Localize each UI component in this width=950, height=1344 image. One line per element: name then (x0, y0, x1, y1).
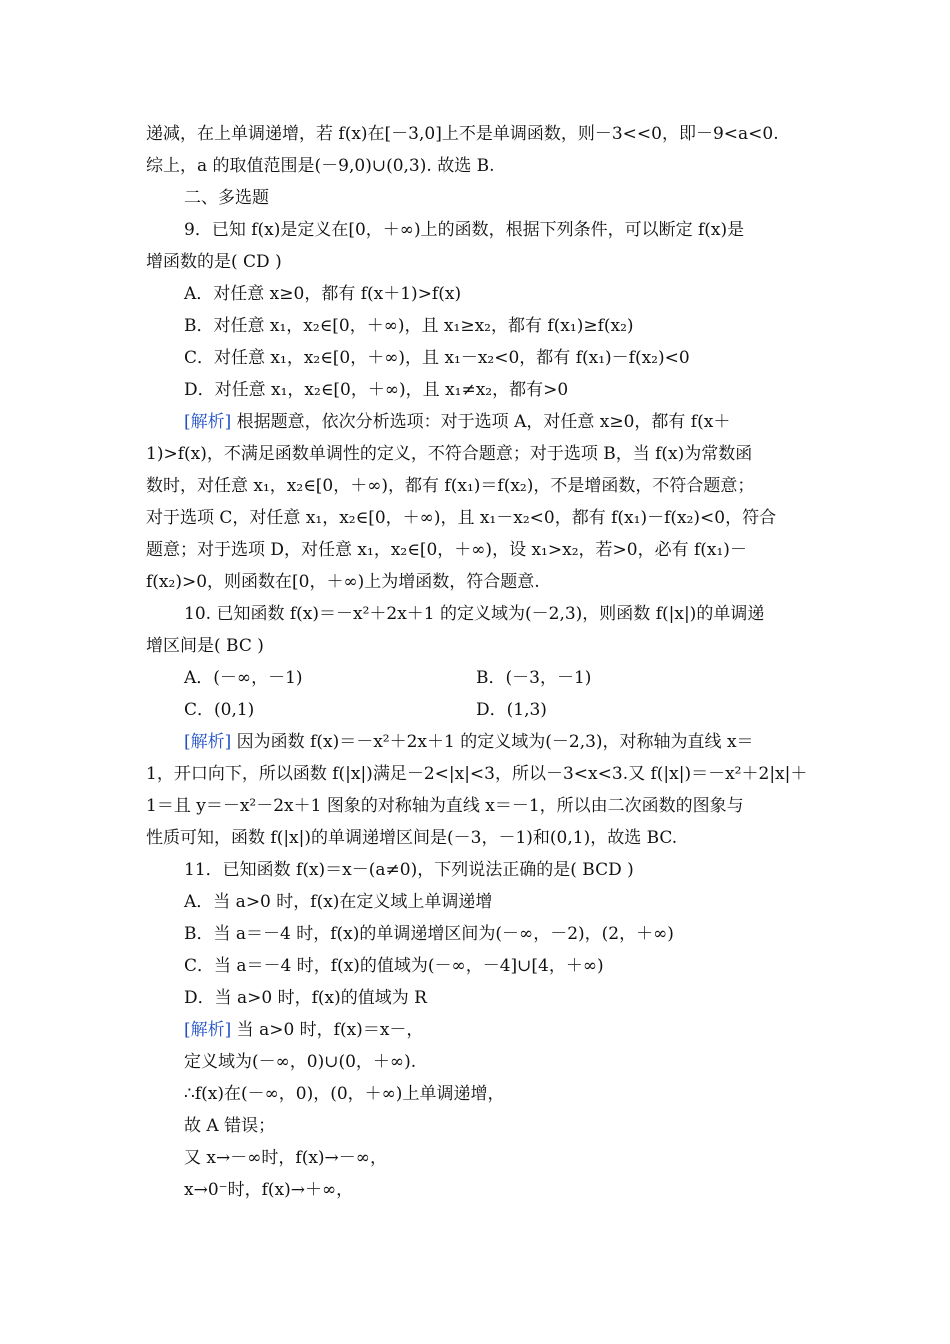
question-10-analysis: 1＝且 y＝－x²－2x＋1 图象的对称轴为直线 x＝－1，所以由二次函数的图象与 (146, 796, 744, 816)
question-10-options-row (146, 694, 808, 726)
question-10-option-b: B．(－3，－1) (476, 668, 592, 688)
question-11-option-b: B．当 a＝－4 时，f(x)的单调递增区间为(－∞，－2)，(2，＋∞) (184, 924, 674, 944)
question-11-analysis (146, 1014, 808, 1046)
analysis-text: 当 a>0 时，f(x)＝x－， (231, 1020, 424, 1040)
question-11-analysis: 又 x→－∞时，f(x)→－∞， (184, 1148, 387, 1168)
question-9-option-c: C．对任意 x₁，x₂∈[0，＋∞)，且 x₁－x₂<0，都有 f(x₁)－f(x₂)<0 (184, 348, 690, 368)
question-10-options-row (146, 662, 808, 694)
question-9-option-b: B．对任意 x₁，x₂∈[0，＋∞)，且 x₁≥x₂，都有 f(x₁)≥f(x₂) (184, 316, 634, 336)
question-11-analysis: 定义域为(－∞，0)∪(0，＋∞). (184, 1052, 417, 1072)
question-10-option-c: C．(0,1) (184, 700, 255, 720)
question-9-analysis: 对于选项 C，对任意 x₁，x₂∈[0，＋∞)，且 x₁－x₂<0，都有 f(x₁)－f(x₂)<0，符合 (146, 508, 777, 528)
question-11-option-a: A．当 a>0 时，f(x)在定义域上单调递增 (184, 892, 493, 912)
analysis-label: [解析] (184, 1020, 232, 1040)
question-11-stem: 11．已知函数 f(x)＝x－(a≠0)，下列说法正确的是( BCD ) (184, 860, 634, 880)
question-9-stem: 9．已知 f(x)是定义在[0，＋∞)上的函数，根据下列条件，可以断定 f(x)是 (184, 220, 745, 240)
question-10-analysis: 性质可知，函数 f(|x|)的单调递增区间是(－3，－1)和(0,1)，故选 BC. (146, 828, 678, 848)
question-10-analysis (146, 726, 808, 758)
question-9-option-d: D．对任意 x₁，x₂∈[0，＋∞)，且 x₁≠x₂，都有>0 (184, 380, 569, 400)
question-10-stem: 10. 已知函数 f(x)＝－x²＋2x＋1 的定义域为(－2,3)，则函数 f(|x|)的单调递 (184, 604, 765, 624)
analysis-label: [解析] (184, 412, 232, 432)
question-9-analysis: 数时，对任意 x₁，x₂∈[0，＋∞)，都有 f(x₁)＝f(x₂)，不是增函数，不符合题意； (146, 476, 755, 496)
question-9-stem: 增函数的是( CD ) (146, 252, 282, 272)
document-content (146, 118, 808, 1206)
question-9-option-a: A．对任意 x≥0，都有 f(x＋1)>f(x) (184, 284, 462, 304)
question-10-option-a: A．(－∞，－1) (184, 668, 303, 688)
question-9-analysis: f(x₂)>0，则函数在[0，＋∞)上为增函数，符合题意. (146, 572, 540, 592)
question-10-analysis: 1，开口向下，所以函数 f(|x|)满足－2<|x|<3，所以－3<x<3.又 f(|x|)＝－x²＋2|x|＋ (146, 764, 808, 784)
text-line: 综上，a 的取值范围是(－9,0)∪(0,3). 故选 B. (146, 156, 495, 176)
section-title: 二、多选题 (184, 188, 269, 208)
question-10-stem: 增区间是( BC ) (146, 636, 264, 656)
analysis-label: [解析] (184, 732, 232, 752)
question-9-analysis: 1)>f(x)，不满足函数单调性的定义，不符合题意；对于选项 B，当 f(x)为常数函 (146, 444, 753, 464)
text-line: 递减，在上单调递增，若 f(x)在[－3,0]上不是单调函数，则－3<<0，即－9<a<0. (146, 124, 779, 144)
question-11-option-c: C．当 a＝－4 时，f(x)的值域为(－∞，－4]∪[4，＋∞) (184, 956, 604, 976)
question-11-analysis: x→0⁻时，f(x)→＋∞， (184, 1180, 354, 1200)
question-11-analysis: 故 A 错误； (184, 1116, 276, 1136)
question-11-analysis: ∴f(x)在(－∞，0)，(0，＋∞)上单调递增， (184, 1084, 505, 1104)
analysis-text: 根据题意，依次分析选项：对于选项 A，对任意 x≥0，都有 f(x＋ (231, 412, 731, 432)
analysis-text: 因为函数 f(x)＝－x²＋2x＋1 的定义域为(－2,3)，对称轴为直线 x＝ (231, 732, 754, 752)
question-9-analysis: 题意；对于选项 D，对任意 x₁，x₂∈[0，＋∞)，设 x₁>x₂，若>0，必有 f(x₁)－ (146, 540, 747, 560)
question-10-option-d: D．(1,3) (476, 700, 547, 720)
question-9-analysis (146, 406, 808, 438)
question-11-option-d: D．当 a>0 时，f(x)的值域为 R (184, 988, 427, 1008)
